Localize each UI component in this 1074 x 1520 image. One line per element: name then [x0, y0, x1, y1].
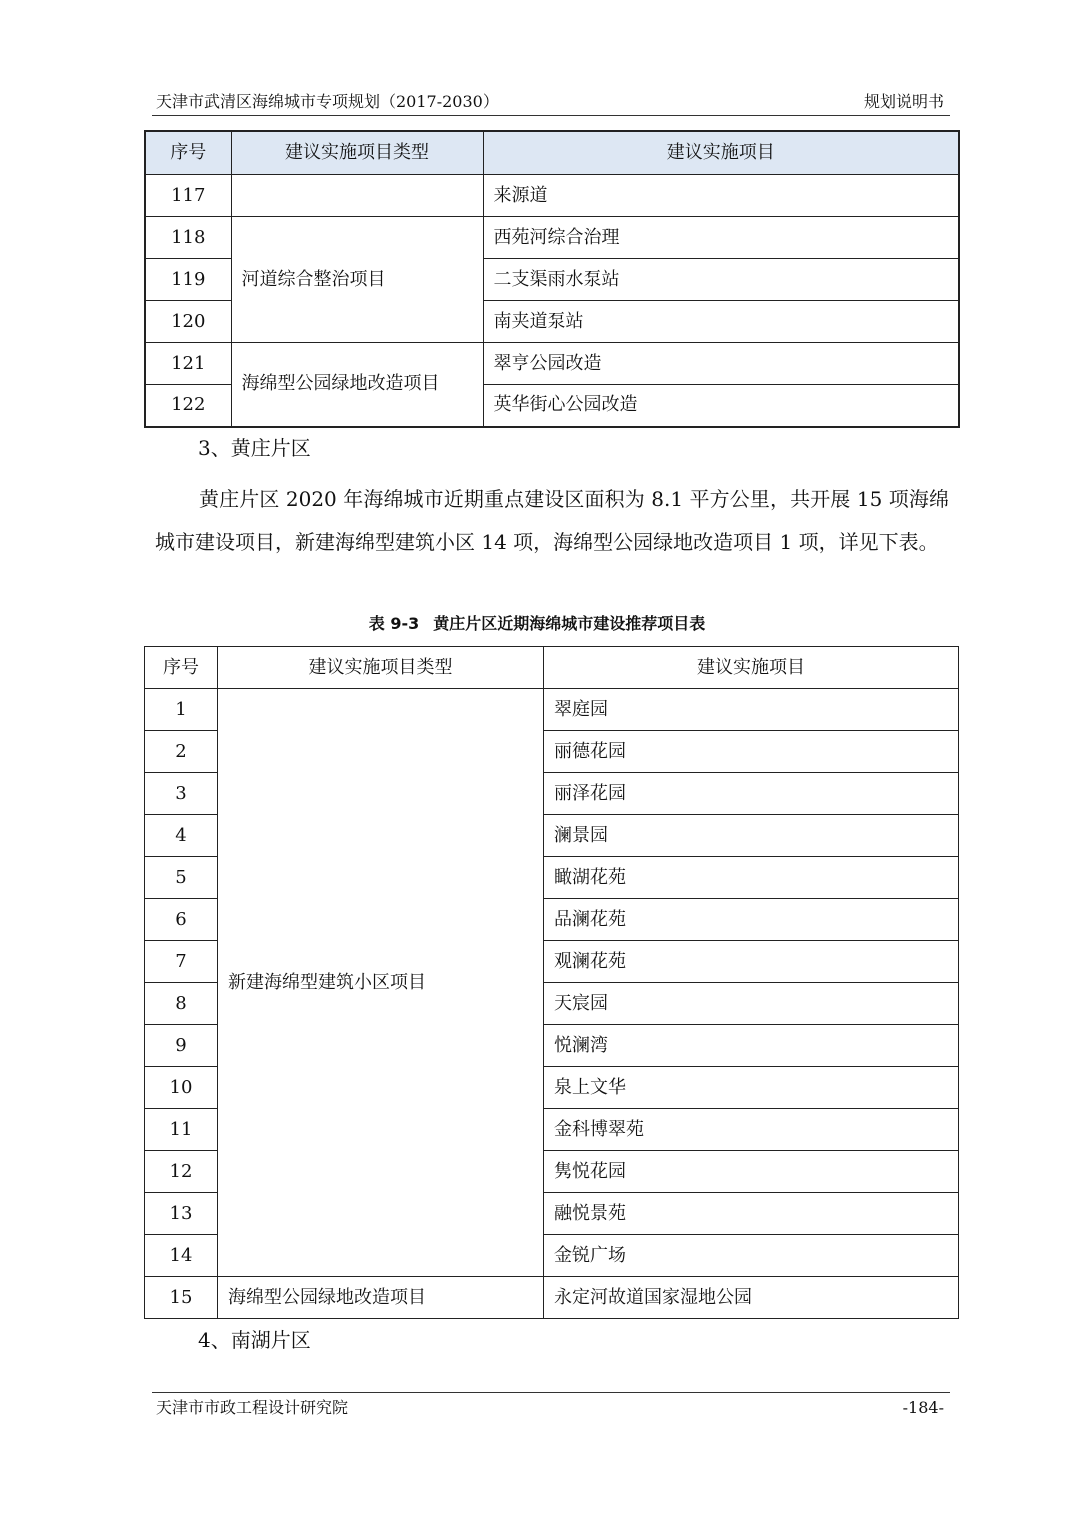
row-project: 二支渠雨水泵站 [483, 259, 959, 301]
table-caption [0, 612, 1074, 636]
page-footer [152, 1396, 950, 1420]
table-row [145, 343, 959, 385]
section-heading-4: 4、南湖片区 [198, 1328, 311, 1352]
header-divider [152, 115, 950, 116]
row-project: 丽德花园 [544, 731, 959, 773]
row-project: 天宸园 [544, 983, 959, 1025]
section-heading-3: 3、黄庄片区 [198, 436, 311, 460]
row-no: 10 [145, 1067, 218, 1109]
table-row [145, 689, 959, 731]
header-cell-project: 建议实施项目 [544, 647, 959, 689]
row-type-park: 海绵型公园绿地改造项目 [218, 1277, 544, 1319]
caption-title: 黄庄片区近期海绵城市建设推荐项目表 [433, 614, 706, 633]
header-cell-project: 建议实施项目 [483, 131, 959, 175]
row-no: 122 [145, 385, 231, 427]
row-no: 119 [145, 259, 231, 301]
row-project: 南夹道泵站 [483, 301, 959, 343]
row-no: 2 [145, 731, 218, 773]
row-type-residential: 新建海绵型建筑小区项目 [218, 689, 544, 1277]
row-no: 14 [145, 1235, 218, 1277]
row-project: 观澜花苑 [544, 941, 959, 983]
row-project: 翠庭园 [544, 689, 959, 731]
row-type-river: 河道综合整治项目 [231, 217, 483, 343]
header-doc-type: 规划说明书 [863, 92, 944, 111]
row-no: 118 [145, 217, 231, 259]
page-header [152, 90, 950, 114]
table-header-row [145, 131, 959, 175]
row-no: 6 [145, 899, 218, 941]
row-no: 1 [145, 689, 218, 731]
header-cell-no: 序号 [145, 131, 231, 175]
header-doc-title: 天津市武清区海绵城市专项规划（2017-2030） [156, 92, 499, 111]
row-project: 丽泽花园 [544, 773, 959, 815]
row-project: 瞰湖花苑 [544, 857, 959, 899]
table-row [145, 217, 959, 259]
section-paragraph: 黄庄片区 2020 年海绵城市近期重点建设区面积为 8.1 平方公里，共开展 15 项海绵城市建设项目，新建海绵型建筑小区 14 项，海绵型公园绿地改造项目 1 项，详见下表。 [155, 487, 949, 554]
row-project: 金锐广场 [544, 1235, 959, 1277]
footer-institute: 天津市市政工程设计研究院 [156, 1398, 349, 1417]
row-project: 来源道 [483, 175, 959, 217]
row-no: 120 [145, 301, 231, 343]
row-no: 15 [145, 1277, 218, 1319]
row-type [231, 175, 483, 217]
row-no: 9 [145, 1025, 218, 1067]
row-project: 英华街心公园改造 [483, 385, 959, 427]
row-project: 翠亨公园改造 [483, 343, 959, 385]
row-no: 7 [145, 941, 218, 983]
continued-project-table [144, 130, 960, 428]
header-cell-no: 序号 [145, 647, 218, 689]
table-header-row [145, 647, 959, 689]
header-cell-type: 建议实施项目类型 [218, 647, 544, 689]
row-no: 3 [145, 773, 218, 815]
footer-divider [152, 1392, 950, 1393]
table-row [145, 1277, 959, 1319]
row-no: 4 [145, 815, 218, 857]
table-row [145, 175, 959, 217]
row-project: 融悦景苑 [544, 1193, 959, 1235]
row-project: 隽悦花园 [544, 1151, 959, 1193]
row-type-park: 海绵型公园绿地改造项目 [231, 343, 483, 427]
row-project: 悦澜湾 [544, 1025, 959, 1067]
row-project: 泉上文华 [544, 1067, 959, 1109]
row-no: 8 [145, 983, 218, 1025]
row-no: 12 [145, 1151, 218, 1193]
row-no: 117 [145, 175, 231, 217]
row-project: 西苑河综合治理 [483, 217, 959, 259]
row-project: 金科博翠苑 [544, 1109, 959, 1151]
row-no: 5 [145, 857, 218, 899]
row-no: 11 [145, 1109, 218, 1151]
header-cell-type: 建议实施项目类型 [231, 131, 483, 175]
huangzhuang-project-table [144, 646, 959, 1319]
row-no: 13 [145, 1193, 218, 1235]
row-project: 永定河故道国家湿地公园 [544, 1277, 959, 1319]
row-no: 121 [145, 343, 231, 385]
row-project: 品澜花苑 [544, 899, 959, 941]
row-project: 澜景园 [544, 815, 959, 857]
page-number: -184- [902, 1398, 944, 1417]
caption-number: 表 9-3 [368, 614, 420, 633]
